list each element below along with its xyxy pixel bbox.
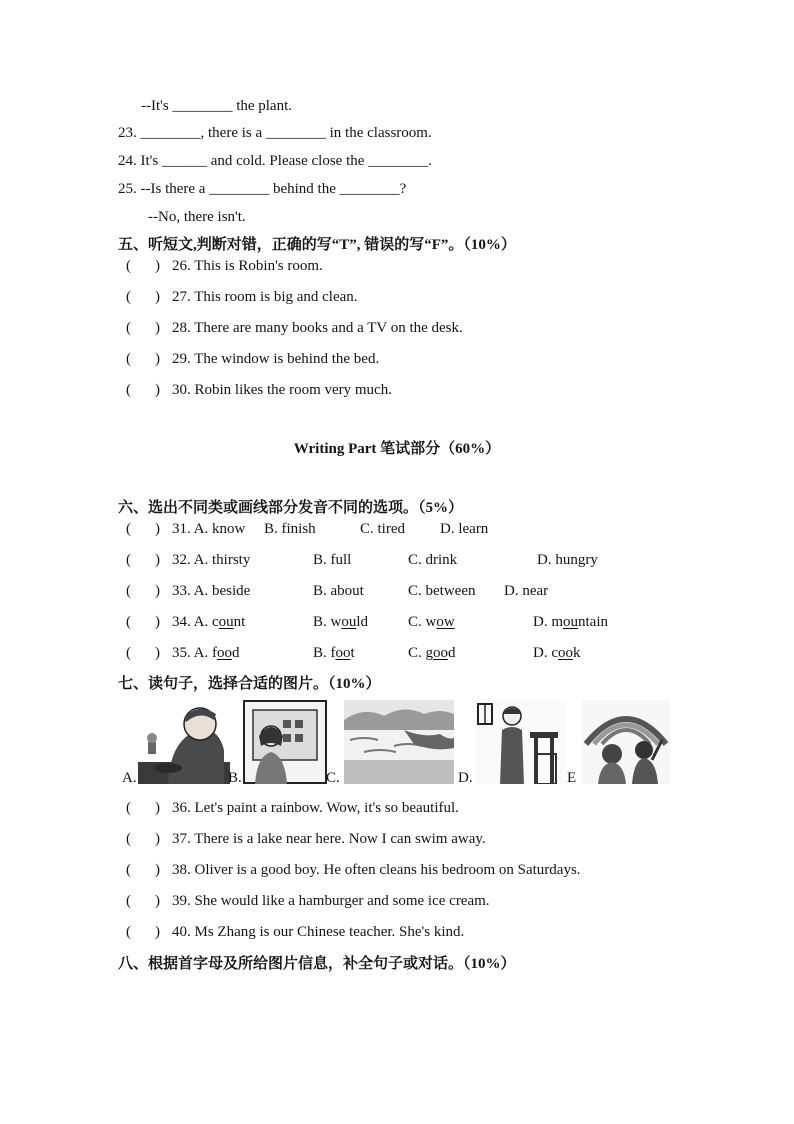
option-a: 32. A. thirsty (172, 552, 251, 568)
answer-bracket[interactable]: ( ) (126, 924, 160, 940)
question-29: 29. The window is behind the bed. (172, 351, 380, 367)
option-c: C. tired (360, 521, 405, 537)
option-c: C. between (408, 583, 476, 599)
answer-bracket[interactable]: ( ) (126, 583, 160, 599)
section-8-heading: 八、根据首字母及所给图片信息，补全句子或对话。（10%） (118, 956, 516, 972)
option-d: D. hungry (537, 552, 598, 568)
item-23: 23. ________, there is a ________ in the classroom. (118, 125, 432, 141)
picture-b (243, 700, 327, 784)
section-5-heading: 五、听短文,判断对错，正确的写“T”, 错误的写“F”。（10%） (118, 237, 516, 253)
question-30: 30. Robin likes the room very much. (172, 382, 392, 398)
answer-bracket[interactable]: ( ) (126, 289, 160, 305)
picture-e (582, 700, 670, 784)
section-7-heading: 七、读句子，选择合适的图片。（10%） (118, 676, 381, 692)
underlined-letters: oo (217, 645, 232, 661)
option-c: C. drink (408, 552, 458, 568)
option-b: B. finish (264, 521, 316, 537)
option-a: 35. A. food (172, 645, 240, 661)
question-27: 27. This room is big and clean. (172, 289, 358, 305)
picture-a (138, 700, 230, 784)
option-b: B. foot (313, 645, 355, 661)
underlined-letters: oo (335, 645, 351, 661)
picture-label-b: B. (228, 770, 242, 786)
question-28: 28. There are many books and a TV on the desk. (172, 320, 463, 336)
option-b: B. about (313, 583, 364, 599)
answer-bracket[interactable]: ( ) (126, 258, 160, 274)
underlined-letters: ou (341, 614, 357, 630)
option-d: D. near (504, 583, 549, 599)
option-b: B. would (313, 614, 369, 630)
picture-label-c: C. (326, 770, 340, 786)
picture-label-d: D. (458, 770, 473, 786)
question-39: 39. She would like a hamburger and some ice cream. (172, 893, 490, 909)
option-d: D. cook (533, 645, 581, 661)
answer-bracket[interactable]: ( ) (126, 552, 160, 568)
question-40: 40. Ms Zhang is our Chinese teacher. She's kind. (172, 924, 465, 940)
answer-bracket[interactable]: ( ) (126, 831, 160, 847)
option-b: B. full (313, 552, 352, 568)
answer-bracket[interactable]: ( ) (126, 320, 160, 336)
answer-bracket[interactable]: ( ) (126, 614, 160, 630)
answer-bracket[interactable]: ( ) (126, 800, 160, 816)
option-d: D. mountain (533, 614, 608, 630)
item-25: 25. --Is there a ________ behind the ________? (118, 181, 407, 197)
answer-bracket[interactable]: ( ) (126, 645, 160, 661)
underlined-letters: ow (436, 614, 455, 630)
answer-bracket[interactable]: ( ) (126, 862, 160, 878)
question-26: 26. This is Robin's room. (172, 258, 323, 274)
option-d: D. learn (440, 521, 489, 537)
option-a: 33. A. beside (172, 583, 251, 599)
answer-bracket[interactable]: ( ) (126, 893, 160, 909)
underlined-letters: ou (218, 614, 234, 630)
answer-bracket[interactable]: ( ) (126, 351, 160, 367)
question-36: 36. Let's paint a rainbow. Wow, it's so beautiful. (172, 800, 459, 816)
item-22-answer-line: --It's ________ the plant. (141, 98, 293, 114)
underlined-letters: oo (433, 645, 449, 661)
option-c: C. wow (408, 614, 455, 630)
section-6-heading: 六、选出不同类或画线部分发音不同的选项。（5%） (118, 500, 464, 516)
option-a: 34. A. count (172, 614, 246, 630)
writing-part-title: Writing Part 笔试部分（60%） (293, 441, 501, 457)
question-37: 37. There is a lake near here. Now I can swim away. (172, 831, 486, 847)
option-a: 31. A. know (172, 521, 246, 537)
answer-bracket[interactable]: ( ) (126, 382, 160, 398)
picture-label-e: E (567, 770, 577, 786)
picture-c (344, 700, 454, 784)
item-25-answer-line: --No, there isn't. (148, 209, 246, 225)
picture-label-a: A. (122, 770, 137, 786)
underlined-letters: oo (558, 645, 573, 661)
question-38: 38. Oliver is a good boy. He often cleans his bedroom on Saturdays. (172, 862, 581, 878)
answer-bracket[interactable]: ( ) (126, 521, 160, 537)
option-c: C. good (408, 645, 456, 661)
picture-d (476, 700, 566, 784)
item-24: 24. It's ______ and cold. Please close the ________. (118, 153, 432, 169)
underlined-letters: ou (563, 614, 578, 630)
